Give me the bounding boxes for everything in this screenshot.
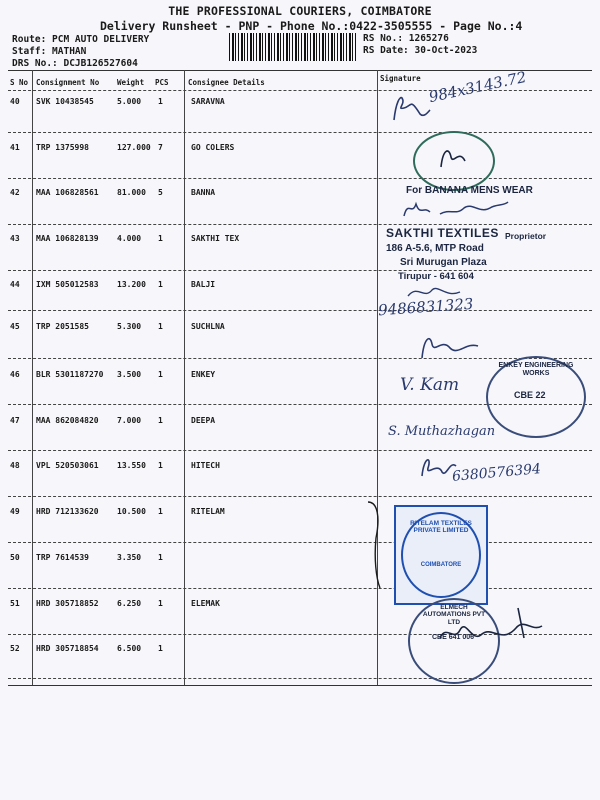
row-weight: 6.250 [117,599,142,608]
stamp-sign-scribble [413,131,491,187]
row-consignment-no: SVK 10438545 [36,97,94,106]
row-consignment-no: HRD 305718854 [36,644,99,653]
row-pcs: 1 [158,370,163,379]
stamp-role-r43: Proprietor [505,231,547,241]
barcode [229,33,357,61]
col-divider [184,70,185,685]
row-consignee: BALJI [191,280,216,289]
handwritten-phone-r40: 984x3143.72 [427,67,528,107]
row-pcs: 1 [158,644,163,653]
signature-scribble [400,196,510,222]
row-pcs: 1 [158,599,163,608]
stamp-ring-text: RITELAM TEXTILES PRIVATE LIMITED [410,520,472,535]
row-pcs: 1 [158,416,163,425]
row-consignment-no: MAA 106828561 [36,188,99,197]
col-header-signature: Signature [380,74,421,83]
row-consignee: SARAVNA [191,97,225,106]
row-pcs: 1 [158,322,163,331]
row-pcs: 5 [158,188,163,197]
row-consignee: DEEPA [191,416,216,425]
row-sno: 42 [10,188,20,197]
col-header-weight: Weight [117,78,145,87]
col-divider [32,70,33,685]
row-separator [8,270,592,271]
stamp-ring-text: ENKEY ENGINEERING WORKS [498,362,574,377]
col-header-sno: S No [10,78,29,87]
row-separator [8,450,592,451]
row-consignment-no: VPL 520503061 [36,461,99,470]
row-sno: 40 [10,97,20,106]
row-sno: 49 [10,507,20,516]
row-consignment-no: TRP 2051585 [36,322,89,331]
row-pcs: 1 [158,280,163,289]
row-sno: 51 [10,599,20,608]
row-weight: 127.000 [117,143,151,152]
rs-number: RS No.: 1265276 [363,33,449,44]
signature-r46: V. Kam [400,375,460,395]
row-consignee: HITECH [191,461,220,470]
row-consignment-no: IXM 505012583 [36,280,99,289]
row-consignee: RITELAM [191,507,225,516]
row-consignee: ELEMAK [191,599,220,608]
col-header-consignee: Consignee Details [188,78,265,87]
row-sno: 47 [10,416,20,425]
stamp-city: COIMBATORE [420,562,462,568]
row-pcs: 1 [158,97,163,106]
runsheet-subtitle: Delivery Runsheet - PNP - Phone No.:0422-3505555 - Page No.:4 [100,19,523,33]
stamp-company-r43: SAKTHI TEXTILES [386,226,499,240]
square-stamp-r49 [394,505,488,605]
row-consignment-no: BLR 5301187270 [36,370,104,379]
row-sno: 45 [10,322,20,331]
row-separator [8,588,592,589]
col-header-pcs: PCS [155,78,169,87]
row-separator [8,224,592,225]
row-consignment-no: MAA 106828139 [36,234,99,243]
rs-date: RS Date: 30-Oct-2023 [363,45,478,56]
handwritten-phone-r48: 6380576394 [451,461,542,485]
stamp-address-line2: Sri Murugan Plaza [400,257,487,268]
row-weight: 5.300 [117,322,142,331]
stamp-address-line1: 186 A-5.6, MTP Road [386,243,484,254]
row-weight: 81.000 [117,188,146,197]
stamp-company-r42: For BANANA MENS WEAR [406,185,533,196]
row-separator [8,542,592,543]
round-stamp-r41 [413,131,495,191]
row-sno: 43 [10,234,20,243]
round-stamp-r46 [486,356,586,438]
row-sno: 50 [10,553,20,562]
row-pcs: 7 [158,143,163,152]
row-sno: 46 [10,370,20,379]
drs-number: DRS No.: DCJB126527604 [12,58,138,69]
staff-label: Staff: MATHAN [12,46,87,57]
row-consignee: ENKEY [191,370,216,379]
row-consignment-no: TRP 7614539 [36,553,89,562]
signature-scribble [390,92,430,126]
table-top-rule [8,70,592,71]
row-separator [8,132,592,133]
row-sno: 41 [10,143,20,152]
row-pcs: 1 [158,507,163,516]
stamp-inner-ring [401,512,481,598]
signature-scribble [436,604,546,648]
row-separator [8,678,592,679]
row-separator [8,310,592,311]
row-consignment-no: HRD 305718852 [36,599,99,608]
row-weight: 6.500 [117,644,142,653]
signature-r47: S. Muthazhagan [388,424,496,439]
company-title: THE PROFESSIONAL COURIERS, COIMBATORE [168,4,432,18]
row-weight: 13.200 [117,280,146,289]
row-weight: 4.000 [117,234,142,243]
handwritten-phone-r44: 9486831323 [377,294,474,320]
row-weight: 13.550 [117,461,146,470]
row-pcs: 1 [158,234,163,243]
row-consignee: SUCHLNA [191,322,225,331]
stamp-code: CBE 641 006 [432,634,475,641]
table-bottom-rule [8,685,592,686]
row-consignment-no: TRP 1375998 [36,143,89,152]
row-weight: 10.500 [117,507,146,516]
route-label: Route: PCM AUTO DELIVERY [12,34,150,45]
row-consignment-no: HRD 712133620 [36,507,99,516]
stamp-ring-text: ELMECH AUTOMATIONS PVT LTD [422,604,486,626]
stamp-address-line3: Tirupur - 641 604 [398,271,474,282]
row-pcs: 1 [158,553,163,562]
row-weight: 7.000 [117,416,142,425]
col-header-consignment: Consignment No [36,78,100,87]
row-weight: 3.350 [117,553,142,562]
row-separator [8,496,592,497]
row-separator [8,358,592,359]
row-sno: 48 [10,461,20,470]
row-consignee: BANNA [191,188,216,197]
row-consignee: SAKTHI TEX [191,234,240,243]
row-consignment-no: MAA 862084820 [36,416,99,425]
row-separator [8,178,592,179]
row-pcs: 1 [158,461,163,470]
row-sno: 52 [10,644,20,653]
signature-scribble [418,332,488,362]
row-consignee: GO COLERS [191,143,235,152]
row-sno: 44 [10,280,20,289]
stamp-code: CBE 22 [514,390,546,400]
row-weight: 3.500 [117,370,142,379]
bracket-mark [362,498,386,593]
row-weight: 5.000 [117,97,142,106]
